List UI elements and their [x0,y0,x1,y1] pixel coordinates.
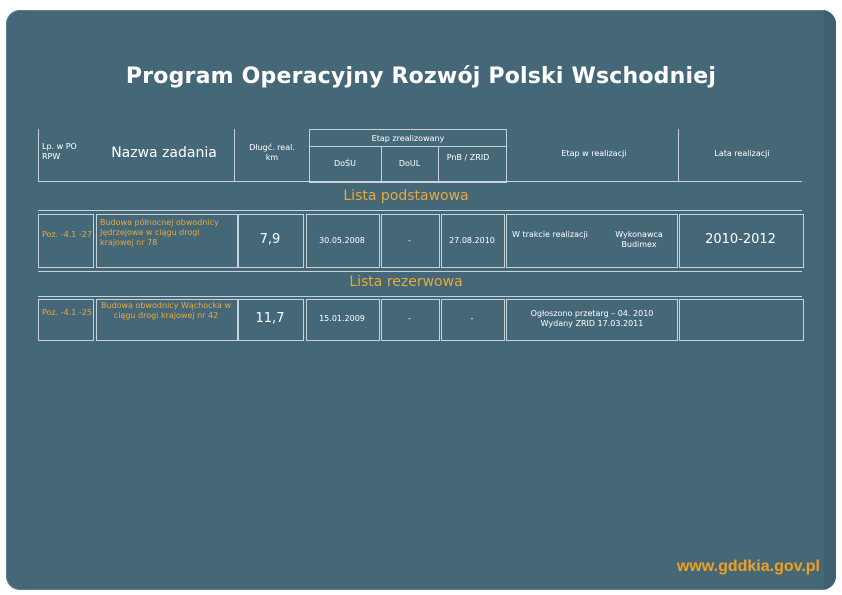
row1-lp-cell [38,214,94,268]
row2-dosu: 15.01.2009 [319,314,365,323]
row1-doul: - [408,236,411,245]
row2-lp: Poz. -4.1 -25 [42,308,92,317]
section-bottom-line [38,296,802,297]
row2-dlugosc: 11,7 [255,311,285,326]
header-etap-w-realizacji: Etap w realizacji [561,149,627,158]
header-divider [678,129,679,182]
header-nazwa: Nazwa zadania [111,145,217,161]
header-divider [438,146,439,182]
header-doul: DoUL [398,159,421,168]
row1-lata: 2010-2012 [705,232,776,247]
row1-etap-b: Wykonawca Budimex [615,230,663,249]
header-dlugosc: Długć. real. km [249,143,295,162]
row1-etap-a: W trakcie realizacji [512,230,588,239]
section-lista-podstawowa: Lista podstawowa [343,188,469,204]
section-lista-rezerwowa: Lista rezerwowa [349,274,463,290]
row1-dlugosc: 7,9 [259,232,281,247]
row2-lata-cell [679,299,804,341]
page-title: Program Operacyjny Rozwój Polski Wschodniej [125,64,717,89]
row2-pnb: - [470,314,474,323]
row2-nazwa: Budowa obwodnicy Wąchocka w ciągu drogi krajowej nr 42 [100,301,232,320]
section-bottom-line [38,210,802,211]
header-divider [234,129,235,182]
row1-nazwa: Budowa północnej obwodnicy Jędrzejowa w ciągu drogi krajowej nr 78 [100,218,219,247]
header-dosu: DoŚU [334,159,356,168]
footer-website-link[interactable]: www.gddkia.gov.pl [676,558,820,575]
header-etap-divider [309,146,507,147]
row1-lp: Poz. -4.1 -27 [42,230,92,239]
row2-etap: Ogłoszono przetarg – 04. 2010 Wydany ZRID 17.03.2011 [530,309,654,328]
header-etap-zrealizowany: Etap zrealizowany [371,134,445,143]
header-lp: Lp. w PO RPW [42,142,77,161]
row2-doul: - [408,314,411,323]
row1-pnb: 27.08.2010 [449,236,495,245]
slide [6,10,836,590]
header-pnb: PnB / ZRID [446,153,490,162]
section-top-line [38,271,802,272]
row1-dosu: 30.05.2008 [319,236,365,245]
header-bottom-line [38,181,802,182]
header-lata-realizacji: Lata realizacji [714,149,770,158]
row2-lp-cell [38,299,94,341]
slide-side-strip [824,10,836,590]
